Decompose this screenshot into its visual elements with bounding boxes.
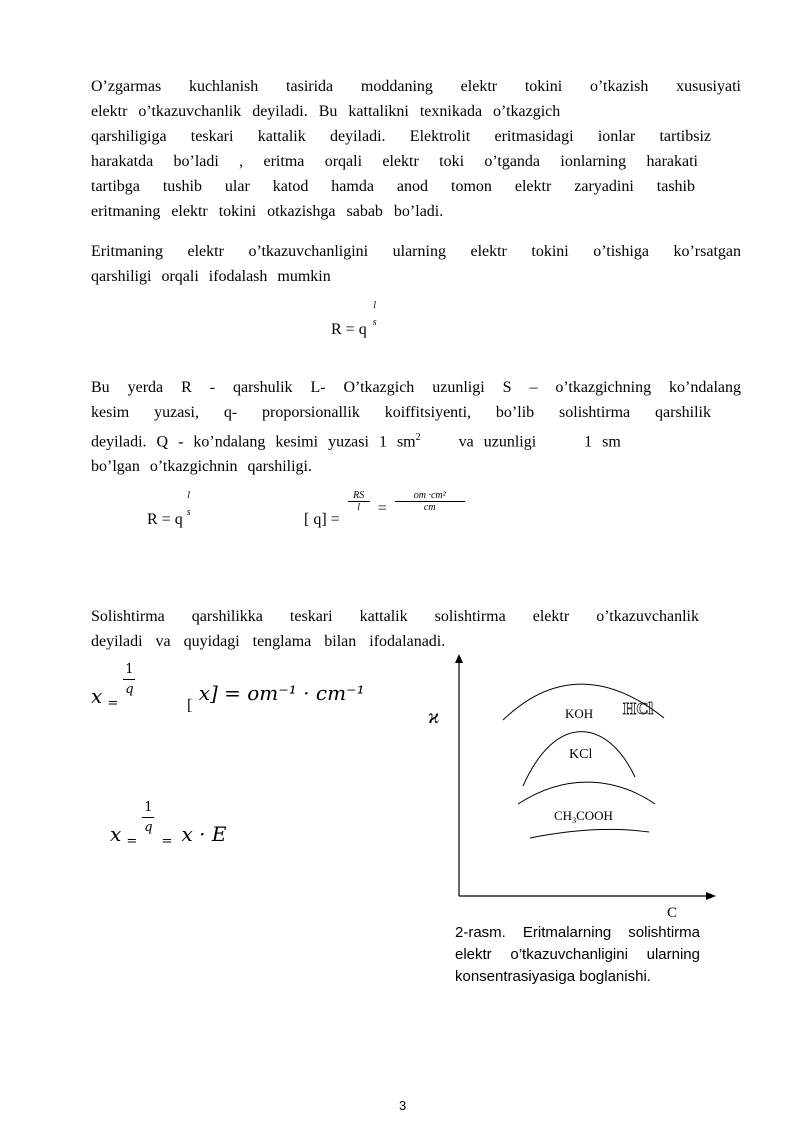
hcl-label: HCl bbox=[623, 699, 654, 718]
ch3cooh-lower-curve bbox=[530, 830, 649, 838]
formula-conductivity bbox=[91, 662, 135, 711]
fraction-denominator: s bbox=[372, 317, 377, 328]
text-line: qarshiligiga teskari kattalik deyiladi. Elektrolit eritmasidagi ionlar tartibsiz bbox=[91, 128, 711, 145]
text-line: bo’lgan o’tkazgichnin qarshiligi. bbox=[91, 458, 312, 476]
text-line bbox=[91, 425, 741, 454]
fraction-denominator: cm bbox=[423, 502, 436, 513]
text-line: Bu yerda R - qarshulik L- O’tkazgich uzunligi S – o’tkazgichning ko’ndalang bbox=[91, 379, 741, 396]
ch3cooh-upper-curve bbox=[518, 782, 655, 804]
fraction-numerator: l bbox=[373, 300, 377, 311]
fraction-numerator: 1 bbox=[144, 800, 153, 815]
x-axis-label: C bbox=[667, 905, 678, 920]
formula-unit-conductivity bbox=[187, 681, 365, 714]
label-subscript: 3 bbox=[572, 816, 577, 825]
text-line: Eritmaning elektr o’tkazuvchanligini ularning elektr tokini o’tishiga ko’rsatgan bbox=[91, 243, 741, 260]
equals-sign: = bbox=[377, 500, 387, 517]
page-number: 3 bbox=[399, 1098, 407, 1113]
paragraph-4 bbox=[91, 604, 741, 654]
text-line: O’zgarmas kuchlanish tasirida moddaning elektr tokini o’tkazish xususiyati bbox=[91, 78, 741, 95]
figure-caption: 2-rasm. Eritmalarning solishtirma elektr o’tkazuvchanligini ularning konsentrasiyasiga boglanishi. bbox=[455, 924, 700, 985]
fraction bbox=[395, 490, 465, 513]
label-part: CH bbox=[554, 808, 573, 823]
bracket: [ bbox=[187, 697, 193, 714]
formula-variable: x bbox=[91, 684, 103, 708]
fraction-denominator: q bbox=[125, 682, 134, 697]
y-axis-label: ϰ bbox=[428, 706, 440, 728]
formula-lhs: R = q bbox=[147, 511, 183, 528]
conductivity-figure bbox=[420, 650, 720, 920]
paragraph-2 bbox=[91, 239, 741, 289]
paragraph-3 bbox=[91, 375, 741, 479]
formula-expression: x] = om⁻¹ · cm⁻¹ bbox=[198, 681, 365, 705]
fraction-numerator: 1 bbox=[125, 662, 134, 677]
fraction-numerator: om ·cm² bbox=[413, 490, 446, 501]
formula-resistance-2 bbox=[147, 490, 191, 528]
fraction-denominator: s bbox=[186, 507, 191, 518]
fraction bbox=[373, 300, 377, 328]
paragraph-1 bbox=[91, 74, 741, 224]
text-line: deyiladi va quyidagi tenglama bilan ifodalanadi. bbox=[91, 633, 446, 650]
fraction-numerator: l bbox=[187, 490, 191, 501]
x-axis-arrow bbox=[706, 892, 716, 900]
fraction bbox=[142, 800, 154, 835]
label-part: COOH bbox=[576, 808, 613, 823]
formula-expression: x · E bbox=[181, 822, 227, 846]
text-fragment: deyiladi. Q - ko’ndalang kesimi yuzasi 1 sm bbox=[91, 433, 416, 451]
text-fragment: va uzunligi bbox=[458, 433, 537, 451]
formula-resistance bbox=[331, 300, 377, 338]
text-line: eritmaning elektr tokini otkazishga sabab bo’ladi. bbox=[91, 203, 444, 220]
y-axis-arrow bbox=[455, 654, 463, 663]
ch3cooh-label bbox=[554, 808, 613, 825]
formula-unit-q bbox=[304, 490, 465, 528]
fraction-numerator: RS bbox=[353, 490, 365, 501]
text-fragment: 1 sm bbox=[584, 433, 621, 451]
equals-sign: = bbox=[161, 834, 173, 849]
text-line: harakatda bo’ladi , eritma orqali elektr toki o’tganda ionlarning harakati bbox=[91, 153, 698, 170]
equals-sign: = bbox=[107, 696, 119, 711]
formula-conductivity-2 bbox=[110, 800, 227, 849]
formula-lhs: [ q] = bbox=[304, 511, 340, 528]
text-line: kesim yuzasi, q- proporsionallik koiffitsiyenti, bo’lib solishtirma qarshilik bbox=[91, 404, 711, 421]
koh-label: KOH bbox=[565, 706, 594, 721]
fraction-denominator: q bbox=[144, 820, 153, 835]
fraction-denominator: l bbox=[357, 502, 361, 513]
text-line: qarshiligi orqali ifodalash mumkin bbox=[91, 268, 331, 285]
text-line: Solishtirma qarshilikka teskari kattalik solishtirma elektr o’tkazuvchanlik bbox=[91, 608, 699, 625]
text-line: tartibga tushib ular katod hamda anod tomon elektr zaryadini tashib bbox=[91, 178, 695, 195]
fraction bbox=[123, 662, 135, 697]
kcl-label: KCl bbox=[569, 747, 593, 762]
formula-variable: x bbox=[110, 822, 122, 846]
superscript: 2 bbox=[415, 432, 421, 443]
fraction bbox=[187, 490, 191, 518]
fraction bbox=[348, 490, 370, 513]
equals-sign: = bbox=[126, 834, 138, 849]
text-line: elektr o’tkazuvchanlik deyiladi. Bu kattalikni texnikada o’tkazgich bbox=[91, 103, 561, 120]
formula-lhs: R = q bbox=[331, 321, 367, 338]
